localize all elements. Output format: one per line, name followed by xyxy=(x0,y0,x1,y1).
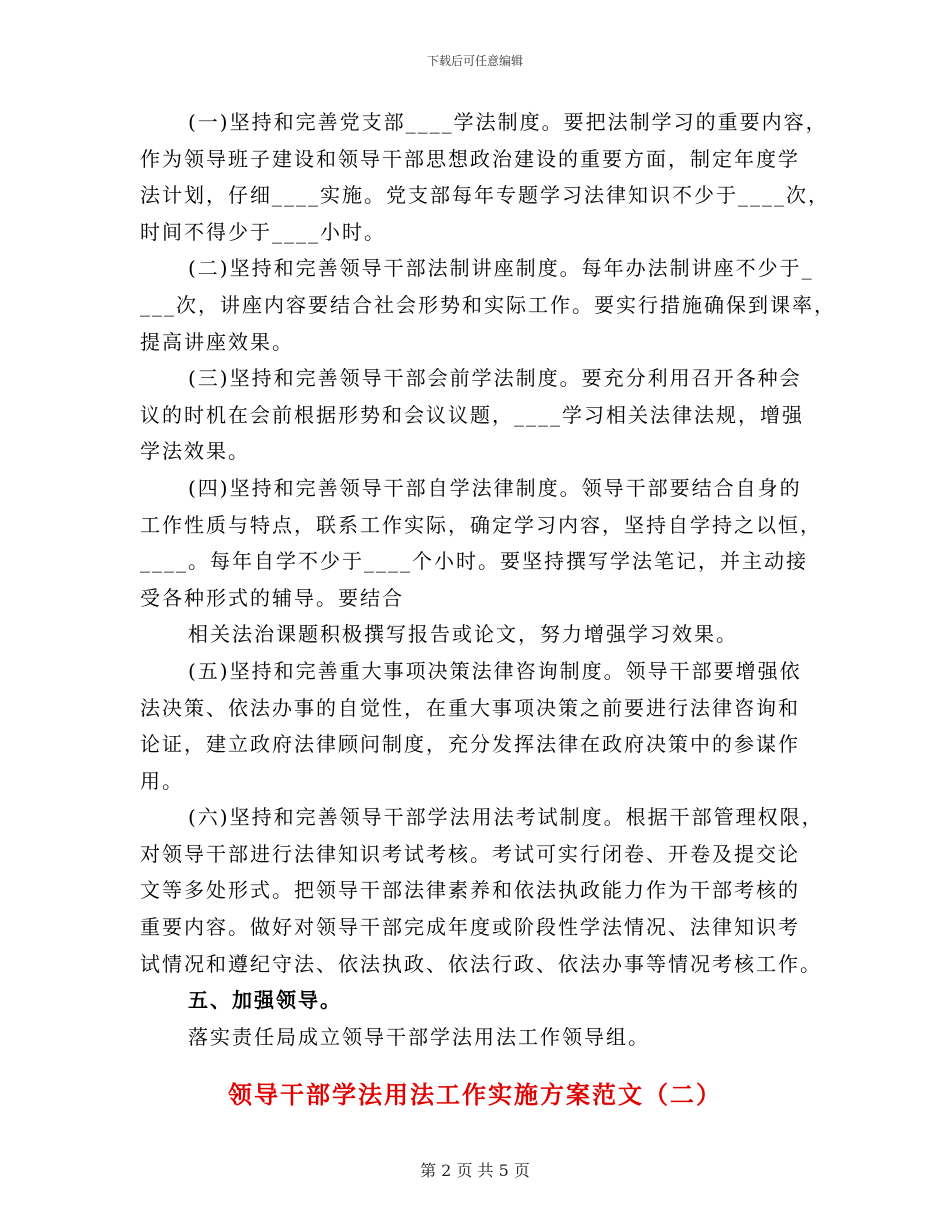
text-line: (五)坚持和完善重大事项决策法律咨询制度。领导干部要增强依 xyxy=(188,658,802,683)
text-line: (六)坚持和完善领导干部学法用法考试制度。根据干部管理权限， xyxy=(188,805,824,830)
text-line: 提高讲座效果。 xyxy=(140,329,294,354)
paragraph-2 xyxy=(140,250,836,360)
text-line: 法计划，仔细____实施。党支部每年专题学习法律知识不少于____次， xyxy=(140,183,830,208)
paragraph-1 xyxy=(140,104,830,250)
text-line: 法决策、依法办事的自觉性，在重大事项决策之前要进行法律咨询和 xyxy=(140,695,800,720)
text-line: (四)坚持和完善领导干部自学法律制度。领导干部要结合自身的 xyxy=(188,475,802,500)
text-line: 受各种形式的辅导。要结合 xyxy=(140,585,404,610)
page-number: 第 2 页 共 5 页 xyxy=(420,1161,530,1180)
text-line: 试情况和遵纪守法、依法执政、依法行政、依法办事等情况考核工作。 xyxy=(140,951,822,976)
text-line: 作为领导班子建设和领导干部思想政治建设的重要方面，制定年度学 xyxy=(140,146,800,171)
text-line: 文等多处形式。把领导干部法律素养和依法执政能力作为干部考核的 xyxy=(140,878,800,903)
text-line: (二)坚持和完善领导干部法制讲座制度。每年办法制讲座不少于_ xyxy=(188,256,814,281)
text-line: 学法效果。 xyxy=(140,439,250,464)
text-line: 重要内容。做好对领导干部完成年度或阶段性学法情况、法律知识考 xyxy=(140,915,800,940)
paragraph-5 xyxy=(140,616,820,653)
text-line: (一)坚持和完善党支部____学法制度。要把法制学习的重要内容， xyxy=(188,110,828,134)
text-line: (三)坚持和完善领导干部会前学法制度。要充分利用召开各种会 xyxy=(188,366,802,391)
document-body xyxy=(140,104,836,1055)
section-heading: 五、加强领导。 xyxy=(188,988,342,1013)
text-line: 对领导干部进行法律知识考试考核。考试可实行闭卷、开卷及提交论 xyxy=(140,841,800,866)
text-line: ___次，讲座内容要结合社会形势和实际工作。要实行措施确保到课率， xyxy=(140,292,836,317)
paragraph-6 xyxy=(140,653,820,799)
paragraph-3 xyxy=(140,360,820,470)
text-line: 论证，建立政府法律顾问制度，充分发挥法律在政府决策中的参谋作 xyxy=(140,732,800,757)
text-line: 相关法治课题积极撰写报告或论文，努力增强学习效果。 xyxy=(188,622,738,647)
paragraph-7 xyxy=(140,799,824,982)
text-line: 时间不得少于____小时。 xyxy=(140,219,386,244)
section-text: 落实责任局成立领导干部学法用法工作领导组。 xyxy=(188,1024,650,1049)
page-header: 下载后可任意编辑 xyxy=(426,54,523,68)
text-line: 用。 xyxy=(140,768,184,793)
paragraph-4 xyxy=(140,470,820,616)
document-title: 领导干部学法用法工作实施方案范文（二） xyxy=(228,1081,722,1109)
text-line: 工作性质与特点，联系工作实际，确定学习内容，坚持自学持之以恒， xyxy=(140,512,822,537)
text-line: 议的时机在会前根据形势和会议议题，____学习相关法律法规，增强 xyxy=(140,402,804,427)
text-line: ____。每年自学不少于____个小时。要坚持撰写学法笔记，并主动接 xyxy=(140,549,808,574)
